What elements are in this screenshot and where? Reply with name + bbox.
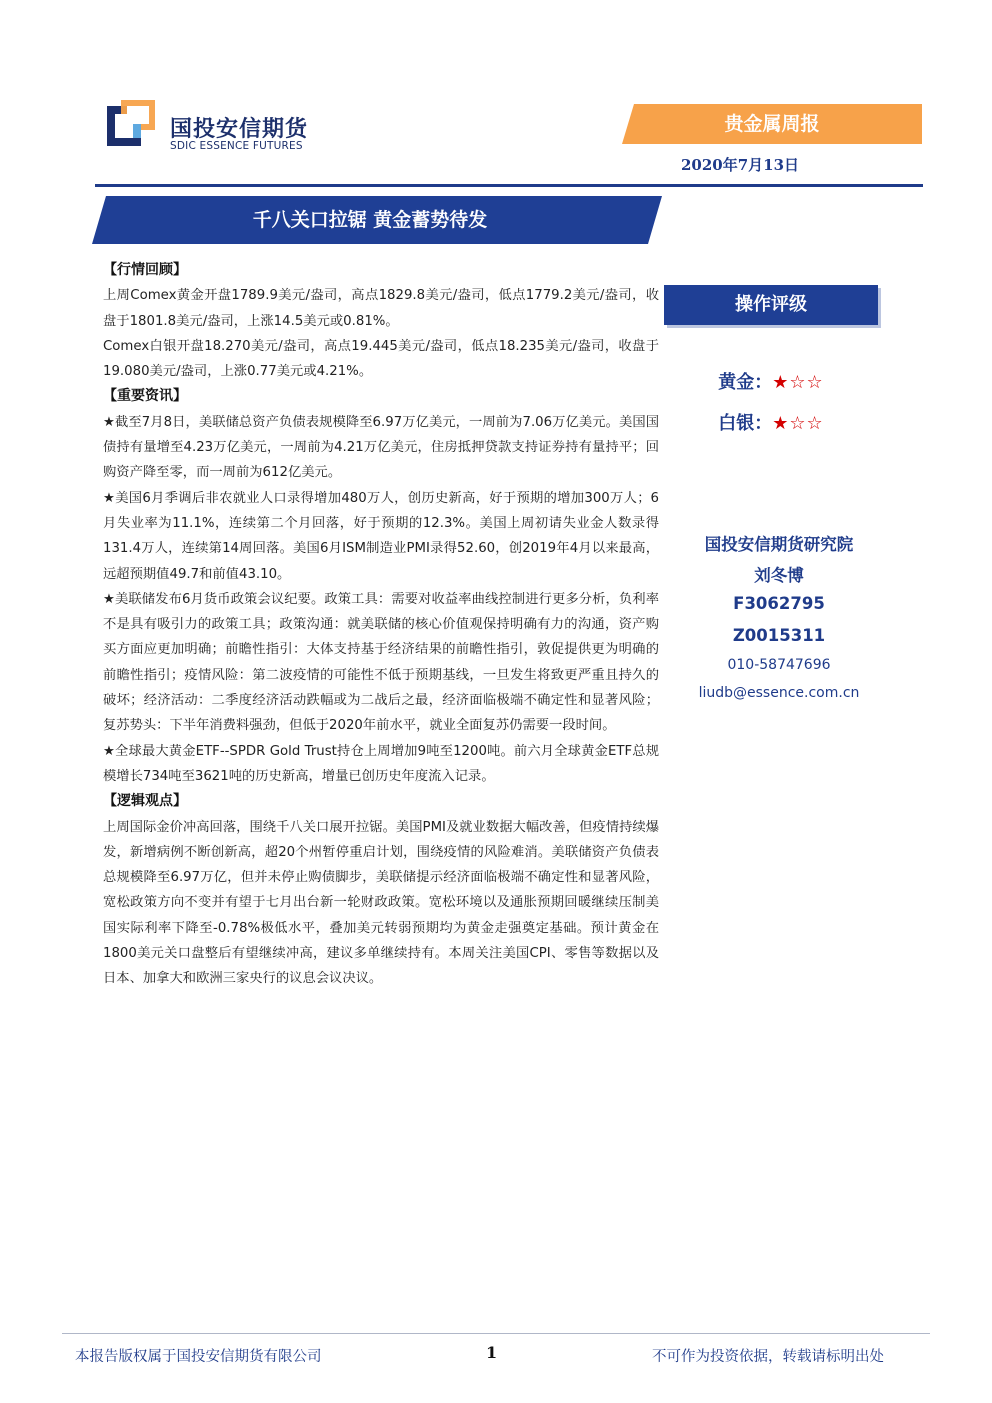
paragraph: 上周国际金价冲高回落，围绕千八关口展开拉锯。美国PMI及就业数据大幅改善，但疫情持续爆发，新增病例不断创新高，超20个州暂停重启计划，围绕疫情的风险难消。美联储资产负债表总规模降至6.97万亿，但并未停止购债脚步，美联储提示经济面临极端不确定性和显著风险，宽松政策方向不变并有望于七月出台新一轮财政政策。宽松环境以及通胀预期回暖继续压制美国实际利率下降至-0.78%极低水平，叠加美元转弱预期均为黄金走强奠定基础。预计黄金在1800美元关口盘整后有望继续冲高，建议多单继续持有。本周关注美国CPI、零售等数据以及日本、加拿大和欧洲三家央行的议息会议决议。 (103, 819, 659, 987)
rating-title: 操作评级 (664, 285, 878, 325)
report-title: 千八关口拉锯 黄金蓄势待发 (252, 209, 488, 231)
footer-divider (62, 1333, 930, 1334)
report-date: 2020年7月13日 (680, 156, 800, 174)
paragraph: ★截至7月8日，美联储总资产负债表规模降至6.97万亿美元，一周前为7.06万亿美元。美国国债持有量增至4.23万亿美元，一周前为4.21万亿美元，住房抵押贷款支持证券持有量持平；回购资产降至零，而一周前为612亿美元。 (103, 414, 659, 481)
contact-email[interactable]: liudb@essence.com.cn (698, 685, 860, 701)
paragraph: ★美国6月季调后非农就业人口录得增加480万人，创历史新高，好于预期的增加300万人；6月失业率为11.1%，连续第二个月回落，好于预期的12.3%。美国上周初请失业金人数录得131.4万人，连续第14周回落。美国6月ISM制造业PMI录得52.60，创2019年4月以来最高，远超预期值49.7和前值43.10。 (103, 490, 659, 582)
footer-disclaimer: 不可作为投资依据，转载请标明出处 (652, 1349, 884, 1365)
star-rating-icon: ★☆☆ (772, 413, 824, 434)
main-content (103, 258, 659, 992)
company-logo-icon (107, 100, 155, 150)
page-number: 1 (486, 1343, 498, 1362)
paragraph: Comex白银开盘18.270美元/盎司，高点19.445美元/盎司，低点18.235美元/盎司，收盘于19.080美元/盎司，上涨0.77美元或4.21%。 (103, 338, 659, 380)
section-heading-market-review: 【行情回顾】 (103, 262, 187, 278)
company-name-cn: 国投安信期货 (170, 117, 309, 142)
paragraph: ★全球最大黄金ETF--SPDR Gold Trust持仓上周增加9吨至1200吨。前六月全球黄金ETF总规模增长734吨至3621吨的历史新高，增量已创历史年度流入记录。 (103, 743, 659, 784)
rating-label: 白银： (718, 413, 773, 434)
company-name-en: SDIC ESSENCE FUTURES (170, 140, 303, 152)
contact-license-1: F3062795 (733, 594, 825, 613)
report-type-label: 贵金属周报 (724, 113, 820, 135)
contact-institute: 国投安信期货研究院 (704, 535, 854, 554)
section-heading-key-news: 【重要资讯】 (103, 388, 187, 405)
header-divider (95, 184, 923, 187)
section-heading-logic-view: 【逻辑观点】 (103, 793, 187, 810)
rating-label: 黄金： (718, 372, 773, 393)
paragraph: 上周Comex黄金开盘1789.9美元/盎司，高点1829.8美元/盎司，低点1779.2美元/盎司，收盘于1801.8美元/盎司，上涨14.5美元或0.81%。 (103, 288, 659, 329)
rating-row-gold (664, 368, 878, 394)
contact-license-2: Z0015311 (732, 626, 826, 645)
footer-copyright: 本报告版权属于国投安信期货有限公司 (75, 1349, 322, 1365)
paragraph: ★美联储发布6月货币政策会议纪要。政策工具：需要对收益率曲线控制进行更多分析，负利率不是具有吸引力的政策工具；政策沟通：就美联储的核心价值观保持明确有力的沟通，资产购买方面应更加明确；前瞻性指引：大体支持基于经济结果的前瞻性指引，敦促提供更为明确的前瞻性指引；疫情风险：第二波疫情的可能性不低于预期基线，一旦发生将致更严重且持久的破坏；经济活动：二季度经济活动跌幅或为二战后之最，经济面临极端不确定性和显著风险；复苏势头：下半年消费料强劲，但低于2020年前水平，就业全面复苏仍需要一段时间。 (103, 591, 659, 734)
rating-row-silver (664, 409, 878, 435)
star-rating-icon: ★☆☆ (772, 372, 824, 393)
contact-phone: 010-58747696 (727, 657, 831, 673)
contact-analyst: 刘冬博 (754, 566, 804, 585)
